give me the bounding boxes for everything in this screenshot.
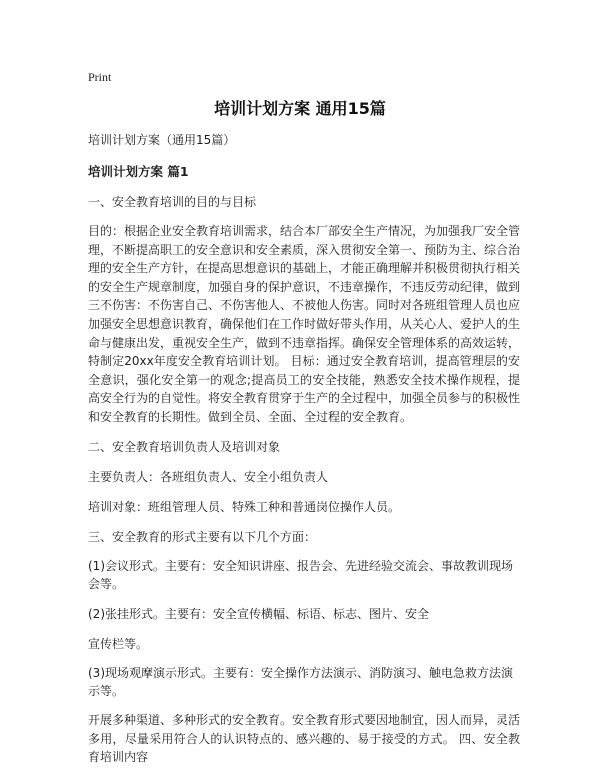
form-posting-continued: 宣传栏等。 — [88, 636, 149, 651]
heading-responsible: 二、安全教育培训负责人及培训对象 — [88, 439, 281, 454]
document-subtitle: 培训计划方案（通用15篇） — [88, 133, 236, 147]
paragraph-purpose: 目的：根据企业安全教育培训需求，结合本厂部安全生产情况，为加强我厂安全管理，不断提高职工的安全意识和安全素质，深入贯彻安全第一、预防为主、综合治理的安全生产方针，在提高思想意识的基础上，才能正确理解并积极贯彻执行相关的安全生产规章制度，加强自身的保护意识，不违章操作，不违反劳动纪律，做到三不伤害：不伤害自己、不伤害他人、不被他人伤害。同时对各班组管理人员也应加强安全思想意识教育，确保他们在工作时做好带头作用，从关心人、爱护人的生命与健康出发，重视安全生产，做到不违章指挥。确保安全管理体系的高效运转，特制定20xx年度安全教育培训计划。 目标：通过安全教育培训，提高管理层的安全意识，强化安全第一的观念;提高员工的安全技能，熟悉安全技术操作规程，提高安全行为的自觉性。将安全教育贯穿于生产的全过程中，加强全员参与的积极性和安全教育的长期性。做到全员、全面、全过程的安全教育。 — [88, 224, 521, 424]
heading-purpose: 一、安全教育培训的目的与目标 — [88, 195, 257, 209]
print-label: Print — [88, 70, 112, 84]
heading-forms: 三、安全教育的形式主要有以下几个方面： — [88, 529, 317, 544]
training-targets: 培训对象：班组管理人员、特殊工种和普通岗位操作人员。 — [88, 499, 401, 514]
responsible-persons: 主要负责人：各班组负责人、安全小组负责人 — [88, 469, 329, 484]
document-body — [88, 130, 520, 767]
document-title: 培训计划方案 通用15篇 — [214, 99, 386, 118]
closing-paragraph: 开展多种渠道、多种形式的安全教育。安全教育形式要因地制宜，因人而异，灵活多用，尽量采用符合人的认识特点的、感兴趣的、易于接受的方式。 四、安全教育培训内容 — [88, 712, 521, 765]
form-meeting: (1)会议形式。主要有：安全知识讲座、报告会、先进经验交流会、事故教训现场会等。 — [88, 558, 514, 592]
section-title: 培训计划方案 篇1 — [88, 164, 189, 179]
form-posting: (2)张挂形式。主要有：安全宣传横幅、标语、标志、图片、安全 — [88, 606, 430, 621]
form-demonstration: (3)现场观摩演示形式。主要有：安全操作方法演示、消防演习、触电急救方法演示等。 — [88, 665, 514, 699]
